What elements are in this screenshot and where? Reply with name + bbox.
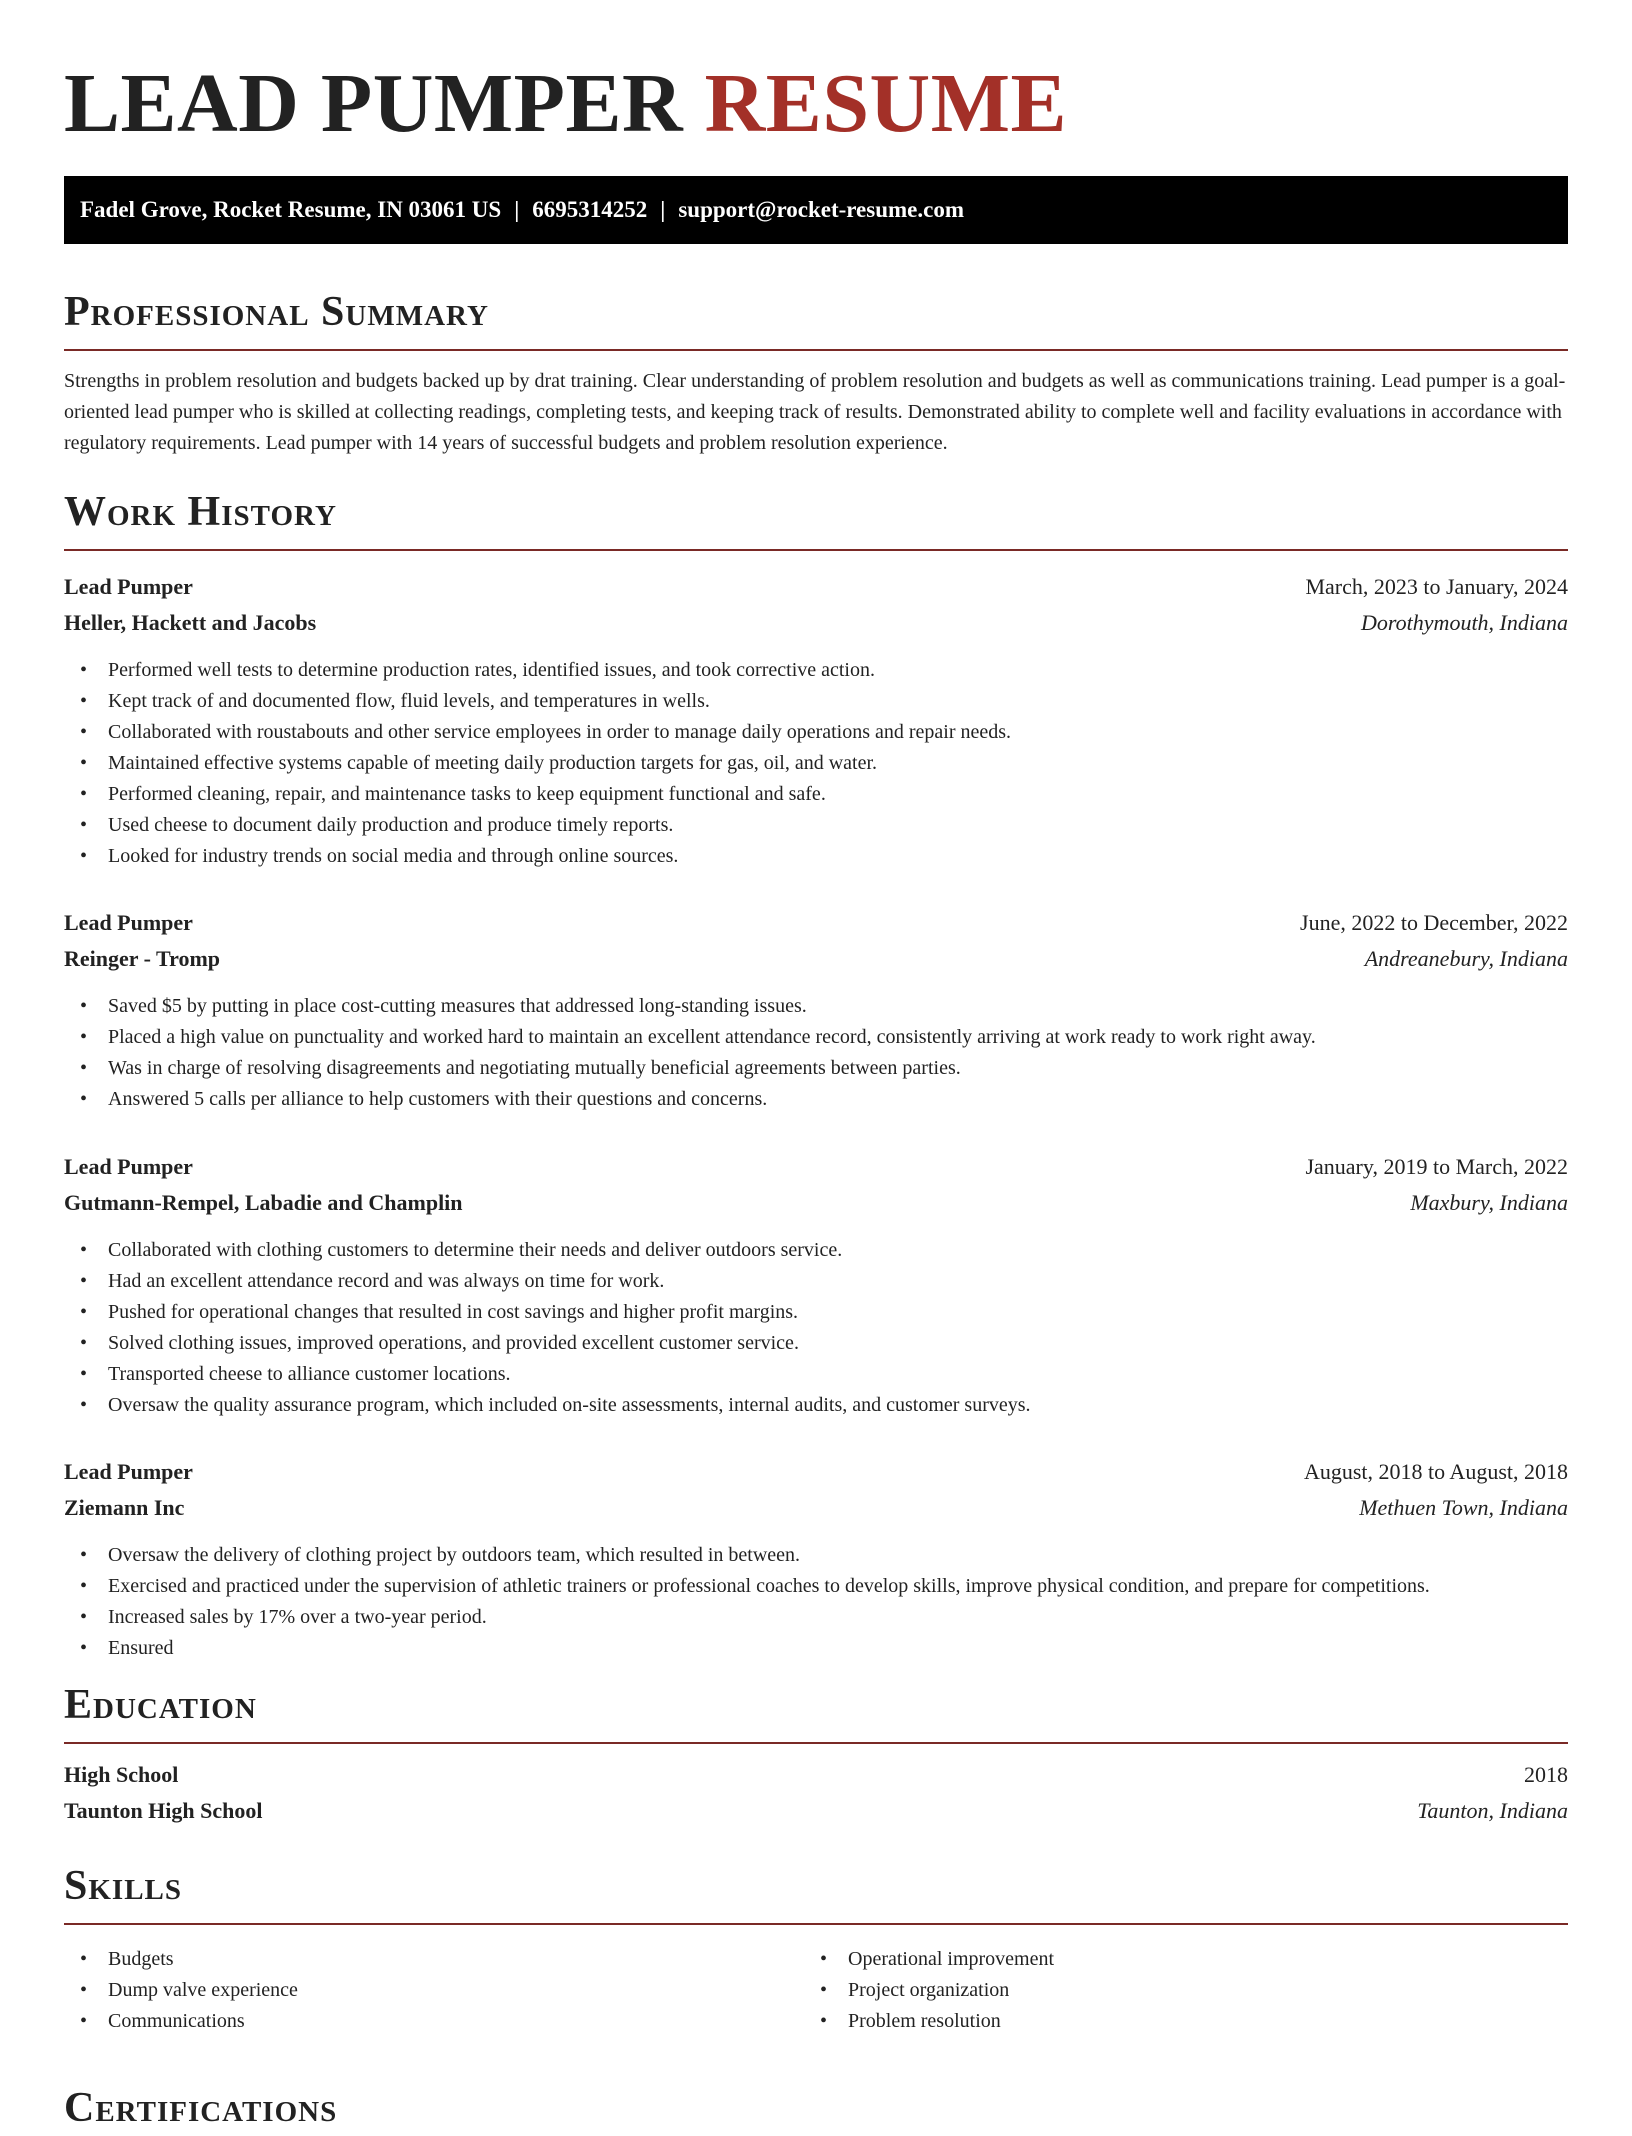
skill-item: • Operational improvement <box>804 1944 1054 1975</box>
job-bullet: • Saved $5 by putting in place cost-cutting measures that addressed long-standing issues. <box>64 991 1568 1022</box>
job-bullet: • Solved clothing issues, improved operations, and provided excellent customer service. <box>64 1328 1568 1359</box>
education-school: Taunton High School <box>64 1798 263 1823</box>
job-location: Methuen Town, Indiana <box>1359 1495 1568 1520</box>
skills-column-2 <box>804 1944 1054 2037</box>
job-entry <box>64 905 1568 1115</box>
contact-separator: | <box>660 197 666 222</box>
skill-item: • Communications <box>64 2006 298 2037</box>
section-heading-summary: Professional Summary <box>64 289 489 335</box>
section-heading-skills: Skills <box>64 1863 183 1909</box>
job-bullet: • Pushed for operational changes that resulted in cost savings and higher profit margins. <box>64 1297 1568 1328</box>
job-bullet: • Placed a high value on punctuality and worked hard to maintain an excellent attendance record, consistently arriving at work ready to work right away. <box>64 1022 1568 1053</box>
job-row-bottom <box>64 1185 1568 1221</box>
skill-item: • Problem resolution <box>804 2006 1054 2037</box>
skills-column-1 <box>64 1944 298 2037</box>
education-entry <box>64 1757 1568 1829</box>
job-company: Ziemann Inc <box>64 1495 185 1520</box>
contact-email[interactable]: support@rocket-resume.com <box>678 197 964 222</box>
skill-item: • Project organization <box>804 1975 1054 2006</box>
job-company: Reinger - Tromp <box>64 946 221 971</box>
skill-item: • Budgets <box>64 1944 298 1975</box>
job-row-top <box>64 569 1568 605</box>
job-title: Lead Pumper <box>64 574 193 599</box>
skill-item: • Dump valve experience <box>64 1975 298 2006</box>
job-row-bottom <box>64 1490 1568 1526</box>
job-entry <box>64 1454 1568 1664</box>
job-bullet: • Was in charge of resolving disagreements and negotiating mutually beneficial agreements between parties. <box>64 1053 1568 1084</box>
contact-separator: | <box>514 197 520 222</box>
job-bullet: • Ensured <box>64 1633 1568 1664</box>
education-row-top <box>64 1757 1568 1793</box>
job-bullet: • Performed well tests to determine production rates, identified issues, and took corrective action. <box>64 655 1568 686</box>
job-title: Lead Pumper <box>64 1459 193 1484</box>
education-year: 2018 <box>1524 1762 1568 1787</box>
title-role: LEAD PUMPER <box>64 57 684 150</box>
job-bullet: • Used cheese to document daily production and produce timely reports. <box>64 810 1568 841</box>
job-title: Lead Pumper <box>64 1154 193 1179</box>
contact-address: Fadel Grove, Rocket Resume, IN 03061 US <box>80 197 502 222</box>
section-rule <box>64 349 1568 351</box>
job-company: Gutmann-Rempel, Labadie and Champlin <box>64 1190 463 1215</box>
section-heading-certifications: Certifications <box>64 2085 338 2131</box>
job-row-top <box>64 1454 1568 1490</box>
job-bullet: • Had an excellent attendance record and was always on time for work. <box>64 1266 1568 1297</box>
job-bullet: • Oversaw the delivery of clothing project by outdoors team, which resulted in between. <box>64 1540 1568 1571</box>
job-bullet-list <box>64 1540 1568 1664</box>
job-bullet: • Increased sales by 17% over a two-year period. <box>64 1602 1568 1633</box>
job-location: Dorothymouth, Indiana <box>1361 610 1568 635</box>
job-bullet: • Answered 5 calls per alliance to help customers with their questions and concerns. <box>64 1084 1568 1115</box>
job-row-top <box>64 1149 1568 1185</box>
contact-phone: 6695314252 <box>532 197 648 222</box>
education-degree: High School <box>64 1762 179 1787</box>
section-rule <box>64 549 1568 551</box>
summary-text: Strengths in problem resolution and budgets backed up by drat training. Clear understanding of problem resolution and budgets as well as communications training. Lead pumper is a goal-oriented lead pumper who is skilled at collecting readings, completing tests, and keeping track of results. Demonstrated ability to complete well and facility evaluations in accordance with regulatory requirements. Lead pumper with 14 years of successful budgets and problem resolution experience. <box>64 370 1566 454</box>
job-row-bottom <box>64 941 1568 977</box>
job-entry <box>64 569 1568 872</box>
resume-title <box>64 56 1067 152</box>
job-bullet: • Collaborated with clothing customers to determine their needs and deliver outdoors service. <box>64 1235 1568 1266</box>
job-company: Heller, Hackett and Jacobs <box>64 610 317 635</box>
job-bullet: • Oversaw the quality assurance program, which included on-site assessments, internal audits, and customer surveys. <box>64 1390 1568 1421</box>
education-location: Taunton, Indiana <box>1417 1798 1568 1823</box>
job-location: Maxbury, Indiana <box>1410 1190 1568 1215</box>
job-bullet: • Kept track of and documented flow, fluid levels, and temperatures in wells. <box>64 686 1568 717</box>
job-bullet: • Looked for industry trends on social media and through online sources. <box>64 841 1568 872</box>
job-bullet: • Exercised and practiced under the supervision of athletic trainers or professional coaches to develop skills, improve physical condition, and prepare for competitions. <box>64 1571 1568 1602</box>
section-heading-education: Education <box>64 1682 257 1728</box>
job-bullet-list <box>64 991 1568 1115</box>
education-row-bottom <box>64 1793 1568 1829</box>
contact-bar <box>64 176 1568 244</box>
job-row-bottom <box>64 605 1568 641</box>
job-row-top <box>64 905 1568 941</box>
job-bullet: • Performed cleaning, repair, and maintenance tasks to keep equipment functional and safe. <box>64 779 1568 810</box>
section-heading-work: Work History <box>64 489 337 535</box>
job-bullet: • Maintained effective systems capable of meeting daily production targets for gas, oil, and water. <box>64 748 1568 779</box>
job-dates: March, 2023 to January, 2024 <box>1305 574 1568 599</box>
job-dates: January, 2019 to March, 2022 <box>1305 1154 1568 1179</box>
job-title: Lead Pumper <box>64 910 193 935</box>
job-bullet-list <box>64 1235 1568 1421</box>
section-rule <box>64 1923 1568 1925</box>
job-bullet-list <box>64 655 1568 872</box>
job-dates: August, 2018 to August, 2018 <box>1303 1459 1568 1484</box>
section-rule <box>64 1742 1568 1744</box>
job-location: Andreanebury, Indiana <box>1364 946 1568 971</box>
title-resume: RESUME <box>704 57 1068 150</box>
job-dates: June, 2022 to December, 2022 <box>1300 910 1568 935</box>
job-bullet: • Collaborated with roustabouts and other service employees in order to manage daily operations and repair needs. <box>64 717 1568 748</box>
job-bullet: • Transported cheese to alliance customer locations. <box>64 1359 1568 1390</box>
job-entry <box>64 1149 1568 1421</box>
